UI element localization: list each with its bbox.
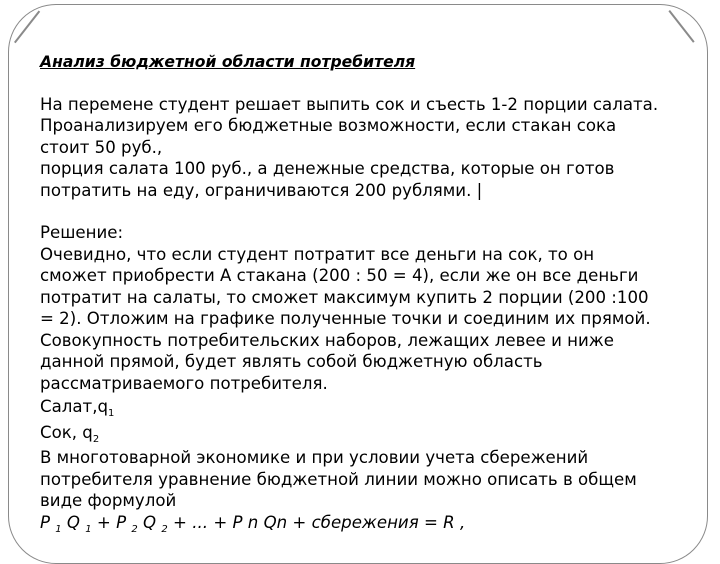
problem-line-3: стоит 50 руб.,: [40, 137, 163, 157]
solution-line-1: Очевидно, что если студент потратит все деньги на сок, то он: [40, 244, 595, 264]
juice-axis-subscript: 2: [92, 433, 100, 445]
solution-line-7: рассматриваемого потребителя.: [40, 373, 328, 393]
solution-line-3: потратит на салаты, то сможет максимум купить 2 порции (200 :100: [40, 287, 649, 307]
budget-formula: [40, 512, 720, 534]
problem-line-2: Проанализируем его бюджетные возможности, если стакан сока: [40, 116, 617, 135]
slide-content: [40, 52, 720, 533]
juice-axis-label: [40, 422, 720, 444]
solution-line-6: данной прямой, будет являть собой бюджетную область: [40, 352, 543, 371]
formula-q1-sub: 1: [85, 523, 92, 535]
juice-axis-text: Сок, q: [40, 422, 93, 442]
salad-axis-subscript: 1: [108, 408, 115, 419]
salad-axis-label: [40, 396, 720, 418]
formula-q1: Q: [61, 512, 86, 532]
multi-goods-line-2: потребителя уравнение бюджетной линии можно описать в общем: [40, 469, 637, 489]
formula-p1-sub: 1: [55, 523, 62, 535]
formula-p2-sub: 2: [131, 523, 138, 535]
multi-goods-line-1: В многотоварной экономике и при условии учета сбережений: [40, 448, 589, 467]
formula-rest: + ... + P n Qn + сбережения = R ,: [167, 512, 466, 532]
solution-line-5: Совокупность потребительских наборов, лежащих левее и ниже: [40, 330, 614, 350]
slide-title: Анализ бюджетной области потребителя: [40, 53, 416, 71]
formula-p1: P: [40, 512, 56, 532]
solution-line-4: = 2). Отложим на графике полученные точки и соединим их прямой.: [40, 309, 651, 328]
formula-p2: + P: [91, 512, 132, 532]
solution-heading: Решение:: [40, 223, 124, 242]
multi-goods-line-3: виде формулой: [40, 491, 177, 510]
spacer: [40, 201, 720, 222]
problem-line-4: порция салата 100 руб., а денежные средства, которые он готов: [40, 159, 615, 178]
formula-q2-sub: 2: [161, 523, 168, 535]
solution-line-2: сможет приобрести А стакана (200 : 50 = 4), если же он все деньги: [40, 266, 639, 285]
formula-q2: Q: [137, 512, 162, 532]
problem-line-1: На перемене студент решает выпить сок и съесть 1-2 порции салата.: [40, 94, 659, 114]
problem-line-5: потратить на еду, ограничиваются 200 рублями. |: [40, 180, 483, 200]
salad-axis-text: Салат,q: [40, 397, 109, 416]
